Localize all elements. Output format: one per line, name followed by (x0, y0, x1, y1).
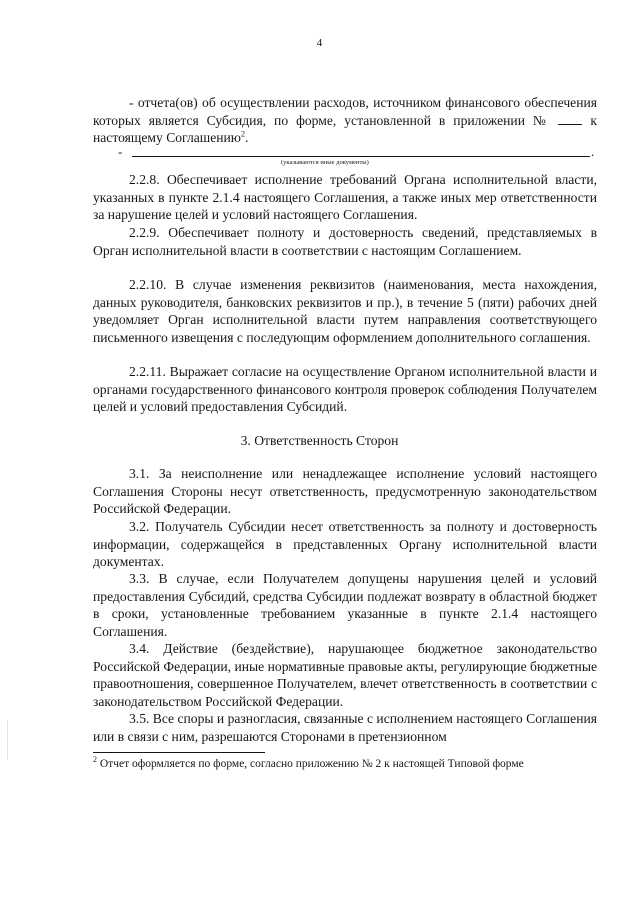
clause-3-2: 3.2. Получатель Субсидии несет ответственность за полноту и достоверность информации, содержащейся в представленных Органу исполнительной власти документах. (93, 519, 597, 569)
report-item-period: . (244, 130, 249, 145)
clause-3-4: 3.4. Действие (бездействие), нарушающее бюджетное законодательство Российской Федерации, иные нормативные правовые акты, регулирующие бюджетные правоотношения, совершенное Получателем, влечет ответственность в соответствии с законодательством Российской Федерации. (93, 641, 597, 709)
clause-3-3: 3.3. В случае, если Получателем допущены нарушения целей и условий предоставления Субсидий, средства Субсидии подлежат возврату в областной бюджет в сроки, установленные требованием указанные в пункте 2.1.4 настоящего Соглашения. (93, 571, 597, 639)
footnote-mark: 2 (93, 755, 97, 765)
clause-3-5: 3.5. Все споры и разногласия, связанные с исполнением настоящего Соглашения или в связи с ним, разрешаются Сторонами в претензионном (93, 711, 597, 744)
other-documents-dash: - (118, 144, 123, 159)
clause-2-2-11: 2.2.11. Выражает согласие на осуществление Органом исполнительной власти и органами государственного финансового контроля проверок соблюдения Получателем целей и условий предоставления Субсидий. (93, 364, 597, 414)
report-item (93, 94, 597, 147)
clause-2-2-8: 2.2.8. Обеспечивает исполнение требований Органа исполнительной власти, указанных в пункте 2.1.4 настоящего Соглашения, а также иных мер ответственности за нарушение целей и условий настоящего Соглашения. (93, 172, 597, 222)
clause-3-1: 3.1. За неисполнение или ненадлежащее исполнение условий настоящего Соглашения Стороны несут ответственность, предусмотренную законодательством Российской Федерации. (93, 466, 597, 516)
footnote (93, 757, 603, 772)
report-item-text-end: к настоящему Соглашению (93, 112, 597, 145)
other-documents-caption: (указываются иные документы) (281, 159, 369, 166)
appendix-number-blank (558, 113, 582, 125)
footnote-separator (93, 752, 265, 753)
footnote-reference: 2 (240, 129, 245, 139)
scan-edge-mark (7, 720, 8, 760)
page-number: 4 (316, 37, 323, 49)
fill-in-rule (132, 156, 590, 157)
section-3-title: 3. Ответственность Сторон (240, 433, 399, 448)
report-item-text: - отчета(ов) об осуществлении расходов, источником финансового обеспечения которых является Субсидия, по форме, установленной в приложении № (93, 95, 597, 128)
other-documents-period: . (591, 144, 595, 159)
clause-2-2-9: 2.2.9. Обеспечивает полноту и достоверность сведений, представляемых в Орган исполнительной власти в соответствии с настоящим Соглашением. (93, 225, 597, 258)
clause-2-2-10: 2.2.10. В случае изменения реквизитов (наименования, места нахождения, данных руководителя, банковских реквизитов и пр.), в течение 5 (пяти) рабочих дней уведомляет Орган исполнительной власти путем направления соответствующего письменного извещения с последующим оформлением дополнительного соглашения. (93, 277, 597, 345)
footnote-text: Отчет оформляется по форме, согласно приложению № 2 к настоящей Типовой форме (99, 758, 524, 770)
